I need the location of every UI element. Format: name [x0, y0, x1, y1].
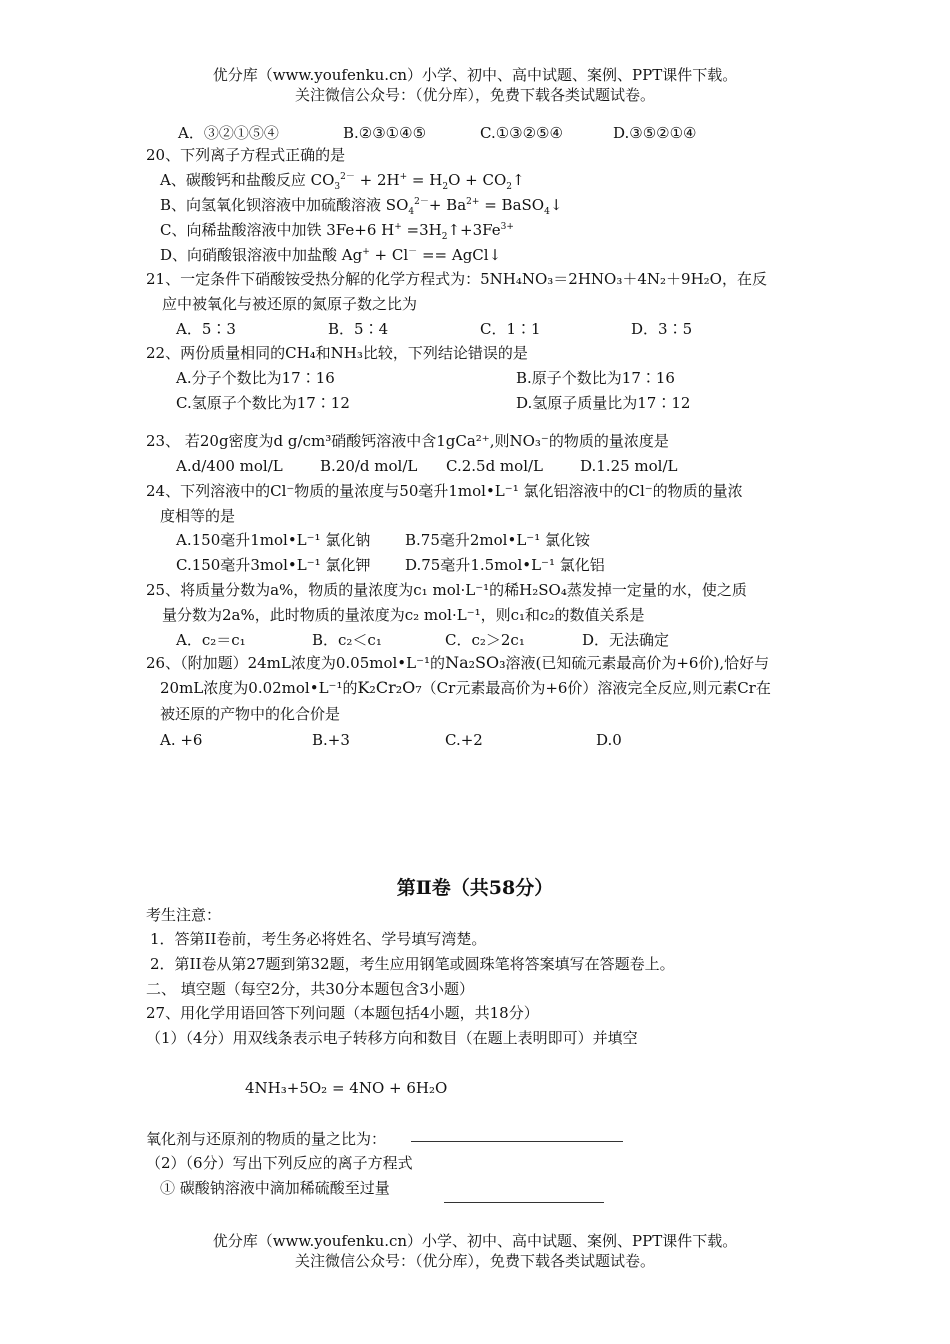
q24-option-c: C.150毫升3mol•L⁻¹ 氯化钾 — [176, 556, 371, 574]
q25-line-1: 25、将质量分数为a%，物质的量浓度为c₁ mol·L⁻¹的稀H₂SO₄蒸发掉一定量的水，使之质 — [146, 581, 747, 599]
q27-part-2: （2）（6分）写出下列反应的离子方程式 — [146, 1154, 413, 1172]
q23-option-d: D.1.25 mol/L — [580, 457, 678, 475]
q27-stem: 27、用化学用语回答下列问题（本题包括4小题，共18分） — [146, 1004, 539, 1022]
notice-label: 考生注意： — [146, 906, 222, 924]
q25-option-b: B．c₂＜c₁ — [312, 631, 382, 649]
q25-line-2: 量分数为2a%，此时物质的量浓度为c₂ mol·L⁻¹，则c₁和c₂的数值关系是 — [162, 606, 645, 624]
q25-option-a: A．c₂＝c₁ — [176, 631, 246, 649]
q25-option-d: D．无法确定 — [582, 631, 670, 649]
q21-line-2: 应中被氧化与被还原的氮原子数之比为 — [162, 295, 418, 313]
ion-equation-answer-blank[interactable] — [444, 1202, 604, 1203]
q26-option-a: A. +6 — [160, 731, 203, 749]
notice-item-1: 1．答第II卷前，考生务必将姓名、学号填写湾楚。 — [150, 930, 487, 948]
q20-option-b: B、向氢氧化钡溶液中加硫酸溶液 $SO_4^{2-}+ Ba^{2+}$ = BaSO$_4$↓ — [160, 196, 563, 217]
q27-ratio-prompt: 氧化剂与还原剂的物质的量之比为： — [146, 1130, 387, 1148]
q22-option-b: B.原子个数比为17∶16 — [516, 369, 675, 387]
q27-equation: 4NH₃+5O₂ = 4NO + 6H₂O — [245, 1079, 448, 1097]
q22-stem: 22、两份质量相同的CH₄和NH₃比较，下列结论错误的是 — [146, 344, 528, 362]
q23-option-c: C.2.5d mol/L — [446, 457, 544, 475]
ratio-answer-blank[interactable] — [411, 1141, 623, 1142]
footer-line-2: 关注微信公众号：（优分库），免费下载各类试题试卷。 — [294, 1252, 655, 1270]
part2-title: 第Ⅱ卷（共58分） — [396, 877, 554, 899]
q22-option-d: D.氢原子质量比为17∶12 — [516, 394, 691, 412]
header-line-1: 优分库（www.youfenku.cn）小学、初中、高中试题、案例、PPT课件下载。 — [212, 66, 738, 84]
q21-option-b: B．5∶4 — [328, 320, 389, 338]
header-line-2: 关注微信公众号：（优分库），免费下载各类试题试卷。 — [294, 86, 655, 104]
q26-option-c: C.+2 — [445, 731, 483, 749]
q23-stem: 23、 若20g密度为d g/cm³硝酸钙溶液中含1gCa²⁺,则NO₃⁻的物质的量浓度是 — [146, 432, 669, 450]
q24-line-2: 度相等的是 — [160, 507, 236, 525]
q26-line-3: 被还原的产物中的化合价是 — [160, 705, 341, 723]
footer-line-1: 优分库（www.youfenku.cn）小学、初中、高中试题、案例、PPT课件下载。 — [212, 1232, 738, 1250]
q25-option-c: C．c₂＞2c₁ — [445, 631, 525, 649]
notice-item-2: 2．第II卷从第27题到第32题，考生应用钢笔或圆珠笔将答案填写在答题卷上。 — [150, 955, 675, 973]
q21-line-1: 21、一定条件下硝酸铵受热分解的化学方程式为：5NH₄NO₃＝2HNO₃＋4N₂＋9H₂O，在反 — [146, 270, 767, 288]
q20-option-c: C、向稀盐酸溶液中加铁 3Fe+6 $H^+ =3H_2↑+3Fe^{3+}$ — [160, 221, 514, 242]
q20-option-d: D、向硝酸银溶液中加盐酸 Ag+ + Cl－ == AgCl↓ — [160, 246, 502, 264]
q21-option-a: A．5∶3 — [176, 320, 236, 338]
q26-line-2: 20mL浓度为0.02mol•L⁻¹的K₂Cr₂O₇（Cr元素最高价为+6价）溶液完全反应,则元素Cr在 — [160, 678, 771, 697]
q21-option-d: D．3∶5 — [631, 320, 693, 338]
q23-option-b: B.20/d mol/L — [320, 457, 418, 475]
q19-option-d: D.③⑤②①④ — [613, 124, 697, 142]
q20-option-a: A、碳酸钙和盐酸反应 $CO_3^{2-} + 2H^+ = H_2O$ + $CO_2↑$ — [160, 171, 525, 192]
q26-option-b: B.+3 — [312, 731, 350, 749]
q26-line-1: 26、（附加题）24mL浓度为0.05mol•L⁻¹的Na₂SO₃溶液(已知硫元素最高价为+6价),恰好与 — [146, 653, 770, 672]
q22-option-a: A.分子个数比为17∶16 — [176, 369, 335, 387]
q23-option-a: A.d/400 mol/L — [176, 457, 283, 475]
q21-option-c: C．1∶1 — [480, 320, 541, 338]
q24-option-a: A.150毫升1mol•L⁻¹ 氯化钠 — [176, 531, 371, 549]
q19-option-c: C.①③②⑤④ — [480, 124, 563, 142]
q22-option-c: C.氢原子个数比为17∶12 — [176, 394, 350, 412]
q26-option-d: D.0 — [596, 731, 622, 749]
q24-line-1: 24、下列溶液中的Cl⁻物质的量浓度与50毫升1mol•L⁻¹ 氯化铝溶液中的Cl⁻的物质的量浓 — [146, 482, 743, 500]
q24-option-d: D.75毫升1.5mol•L⁻¹ 氯化铝 — [405, 556, 605, 574]
q19-option-b: B.②③①④⑤ — [343, 124, 427, 142]
section-heading: 二、 填空题（每空2分，共30分本题包含3小题） — [146, 980, 474, 998]
q24-option-b: B.75毫升2mol•L⁻¹ 氯化铵 — [405, 531, 590, 549]
q27-part-2-item-1: ① 碳酸钠溶液中滴加稀硫酸至过量 — [160, 1179, 390, 1197]
q27-part-1: （1）（4分）用双线条表示电子转移方向和数目（在题上表明即可）并填空 — [146, 1029, 638, 1047]
q19-option-a: A．③②①⑤④ — [178, 124, 279, 142]
q20-stem: 20、下列离子方程式正确的是 — [146, 146, 346, 164]
